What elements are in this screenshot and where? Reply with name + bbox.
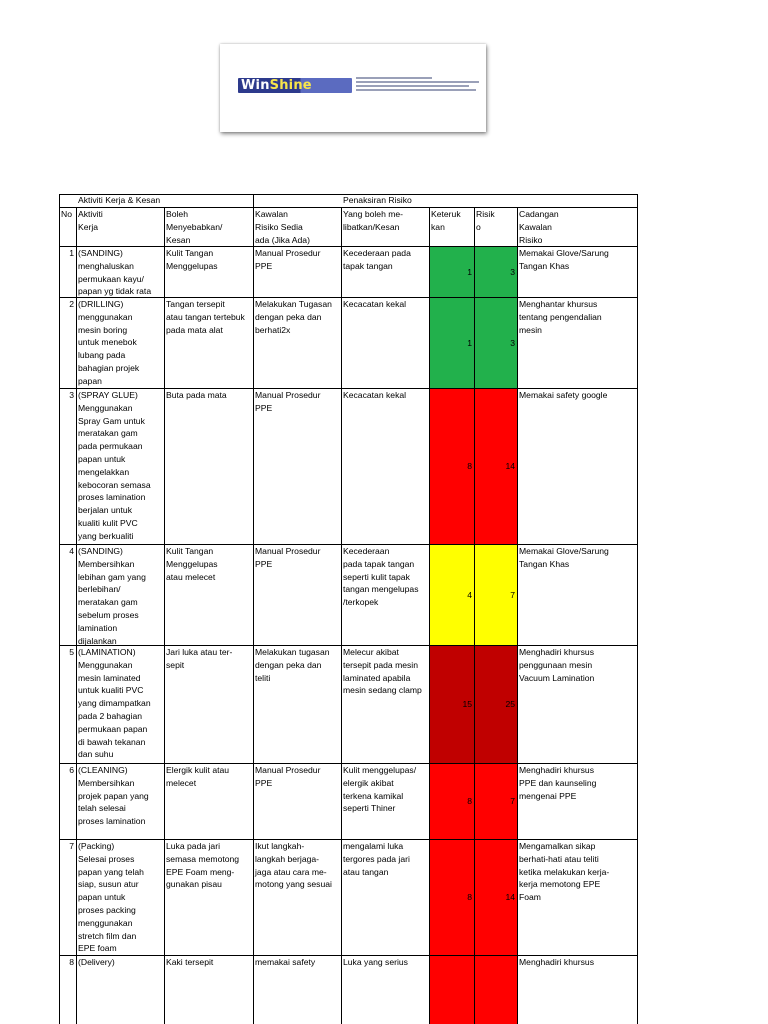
row-cause: Luka pada jari semasa memotong EPE Foam meng- gunakan pisau — [166, 841, 240, 890]
row-control: Manual Prosedur PPE — [255, 765, 321, 788]
row-cause: Buta pada mata — [166, 390, 227, 400]
column-header-impact: Yang boleh me- libatkan/Kesan — [343, 209, 404, 232]
row-number: 5 — [69, 647, 74, 657]
row-activity: (CLEANING) Membersihkan projek papan yang telah selesai proses lamination — [78, 765, 149, 827]
row-activity: (SANDING) Membersihkan lebihan gam yang berlebihan/ meratakan gam sebelum proses lamination dijalankan — [78, 546, 146, 646]
row-impact: Kecederaan pada tapak tangan — [343, 248, 411, 271]
row-severity: 15 — [462, 699, 472, 709]
table-col-border — [341, 207, 342, 1024]
table-col-border — [76, 207, 77, 1024]
row-proposed-control: Menghadiri khursus penggunaan mesin Vacuum Lamination — [519, 647, 595, 683]
table-group-header-activity: Aktiviti Kerja & Kesan — [78, 195, 161, 205]
row-impact: Kulit menggelupas/ elergik akibat terkena kamikal seperti Thiner — [343, 765, 417, 814]
row-control: Manual Prosedur PPE — [255, 546, 321, 569]
row-proposed-control: Menghantar khursus tentang pengendalian mesin — [519, 299, 602, 335]
row-cause: Kaki tersepit — [166, 957, 214, 967]
row-proposed-control: Memakai safety google — [519, 390, 608, 400]
row-control: Ikut langkah- langkah berjaga- jaga atau cara me- motong yang sesuai — [255, 841, 332, 890]
row-number: 2 — [69, 299, 74, 309]
row-control: memakai safety — [255, 957, 316, 967]
row-cause: Jari luka atau ter- sepit — [166, 647, 233, 670]
table-col-border — [164, 207, 165, 1024]
row-impact: Kecacatan kekal — [343, 390, 407, 400]
row-risk: 3 — [510, 338, 515, 348]
row-risk: 14 — [505, 461, 515, 471]
row-activity: (DRILLING) menggunakan mesin boring untuk menebok lubang pada bahagian projek papan — [78, 299, 140, 386]
row-risk: 25 — [505, 699, 515, 709]
row-activity: (Packing) Selesai proses papan yang telah siap, susun atur papan untuk proses packing menggunakan stretch film dan EPE foam — [78, 841, 144, 954]
row-control: Melakukan tugasan dengan peka dan teliti — [255, 647, 330, 683]
row-cause: Kulit Tangan Menggelupas — [166, 248, 218, 271]
risk-assessment-table — [59, 194, 638, 1024]
row-proposed-control: Mengamalkan sikap berhati-hati atau teliti ketika melakukan kerja- kerja memotong EPE Foam — [519, 841, 610, 903]
severity-fill — [429, 955, 474, 1024]
table-col-border — [637, 194, 638, 1024]
logo-fine-print — [356, 77, 482, 97]
table-col-border — [253, 194, 254, 1024]
row-cause: Elergik kulit atau melecet — [166, 765, 230, 788]
row-number: 7 — [69, 841, 74, 851]
logo-brand-part1: Win — [241, 78, 270, 93]
row-control: Manual Prosedur PPE — [255, 248, 321, 271]
company-logo-card — [220, 44, 486, 132]
row-severity: 1 — [467, 267, 472, 277]
column-header-no: No — [61, 209, 72, 219]
row-control: Manual Prosedur PPE — [255, 390, 321, 413]
row-activity: (Delivery) — [78, 957, 115, 967]
row-number: 6 — [69, 765, 74, 775]
row-severity: 8 — [467, 461, 472, 471]
row-proposed-control: Memakai Glove/Sarung Tangan Khas — [519, 248, 609, 271]
row-risk: 7 — [510, 796, 515, 806]
row-severity: 8 — [467, 892, 472, 902]
row-risk: 3 — [510, 267, 515, 277]
row-cause: Tangan tersepit atau tangan tertebuk pada mata alat — [166, 299, 245, 335]
row-proposed-control: Menghadiri khursus — [519, 957, 594, 967]
row-proposed-control: Memakai Glove/Sarung Tangan Khas — [519, 546, 609, 569]
row-severity: 8 — [467, 796, 472, 806]
row-number: 8 — [69, 957, 74, 967]
column-header-activity: Aktiviti Kerja — [78, 209, 103, 232]
row-proposed-control: Menghadiri khursus PPE dan kaunseling mengenai PPE — [519, 765, 597, 801]
winshine-logo — [238, 78, 352, 93]
row-risk: 7 — [510, 590, 515, 600]
column-header-control: Kawalan Risiko Sedia ada (Jika Ada) — [255, 209, 310, 245]
row-severity: 4 — [467, 590, 472, 600]
column-header-risk: Risik o — [476, 209, 495, 232]
row-impact: Luka yang serius — [343, 957, 408, 967]
row-activity: (SPRAY GLUE) Menggunakan Spray Gam untuk meratakan gam pada permukaan papan untuk mengelakkan kebocoran semasa proses lamination berjalan untuk kualiti kulit PVC yang berkualiti — [78, 390, 151, 541]
row-control: Melakukan Tugasan dengan peka dan berhati2x — [255, 299, 332, 335]
row-number: 3 — [69, 390, 74, 400]
column-header-severity: Keteruk kan — [431, 209, 461, 232]
row-cause: Kulit Tangan Menggelupas atau melecet — [166, 546, 218, 582]
row-activity: (SANDING) menghaluskan permukaan kayu/ papan yg tidak rata — [78, 248, 152, 297]
row-impact: mengalami luka tergores pada jari atau tangan — [343, 841, 410, 877]
column-header-proposed: Cadangan Kawalan Risiko — [519, 209, 559, 245]
table-col-border — [517, 207, 518, 1024]
row-impact: Melecur akibat tersepit pada mesin laminated apabila mesin sedang clamp — [343, 647, 422, 696]
row-activity: (LAMINATION) Menggunakan mesin laminated untuk kualiti PVC yang dimampatkan pada 2 bahagian permukaan papan di bawah tekanan dan suhu — [78, 647, 151, 760]
row-risk: 14 — [505, 892, 515, 902]
row-impact: Kecederaan pada tapak tangan seperti kulit tapak tangan mengelupas /terkopek — [343, 546, 419, 608]
row-severity: 1 — [467, 338, 472, 348]
table-col-border — [59, 194, 60, 1024]
column-header-cause: Boleh Menyebabkan/ Kesan — [166, 209, 223, 245]
row-impact: Kecacatan kekal — [343, 299, 407, 309]
table-group-header-assessment: Penaksiran Risiko — [343, 195, 412, 205]
risk-fill — [474, 955, 517, 1024]
row-number: 4 — [69, 546, 74, 556]
logo-brand-part2: Shine — [269, 78, 312, 93]
row-number: 1 — [69, 248, 74, 258]
